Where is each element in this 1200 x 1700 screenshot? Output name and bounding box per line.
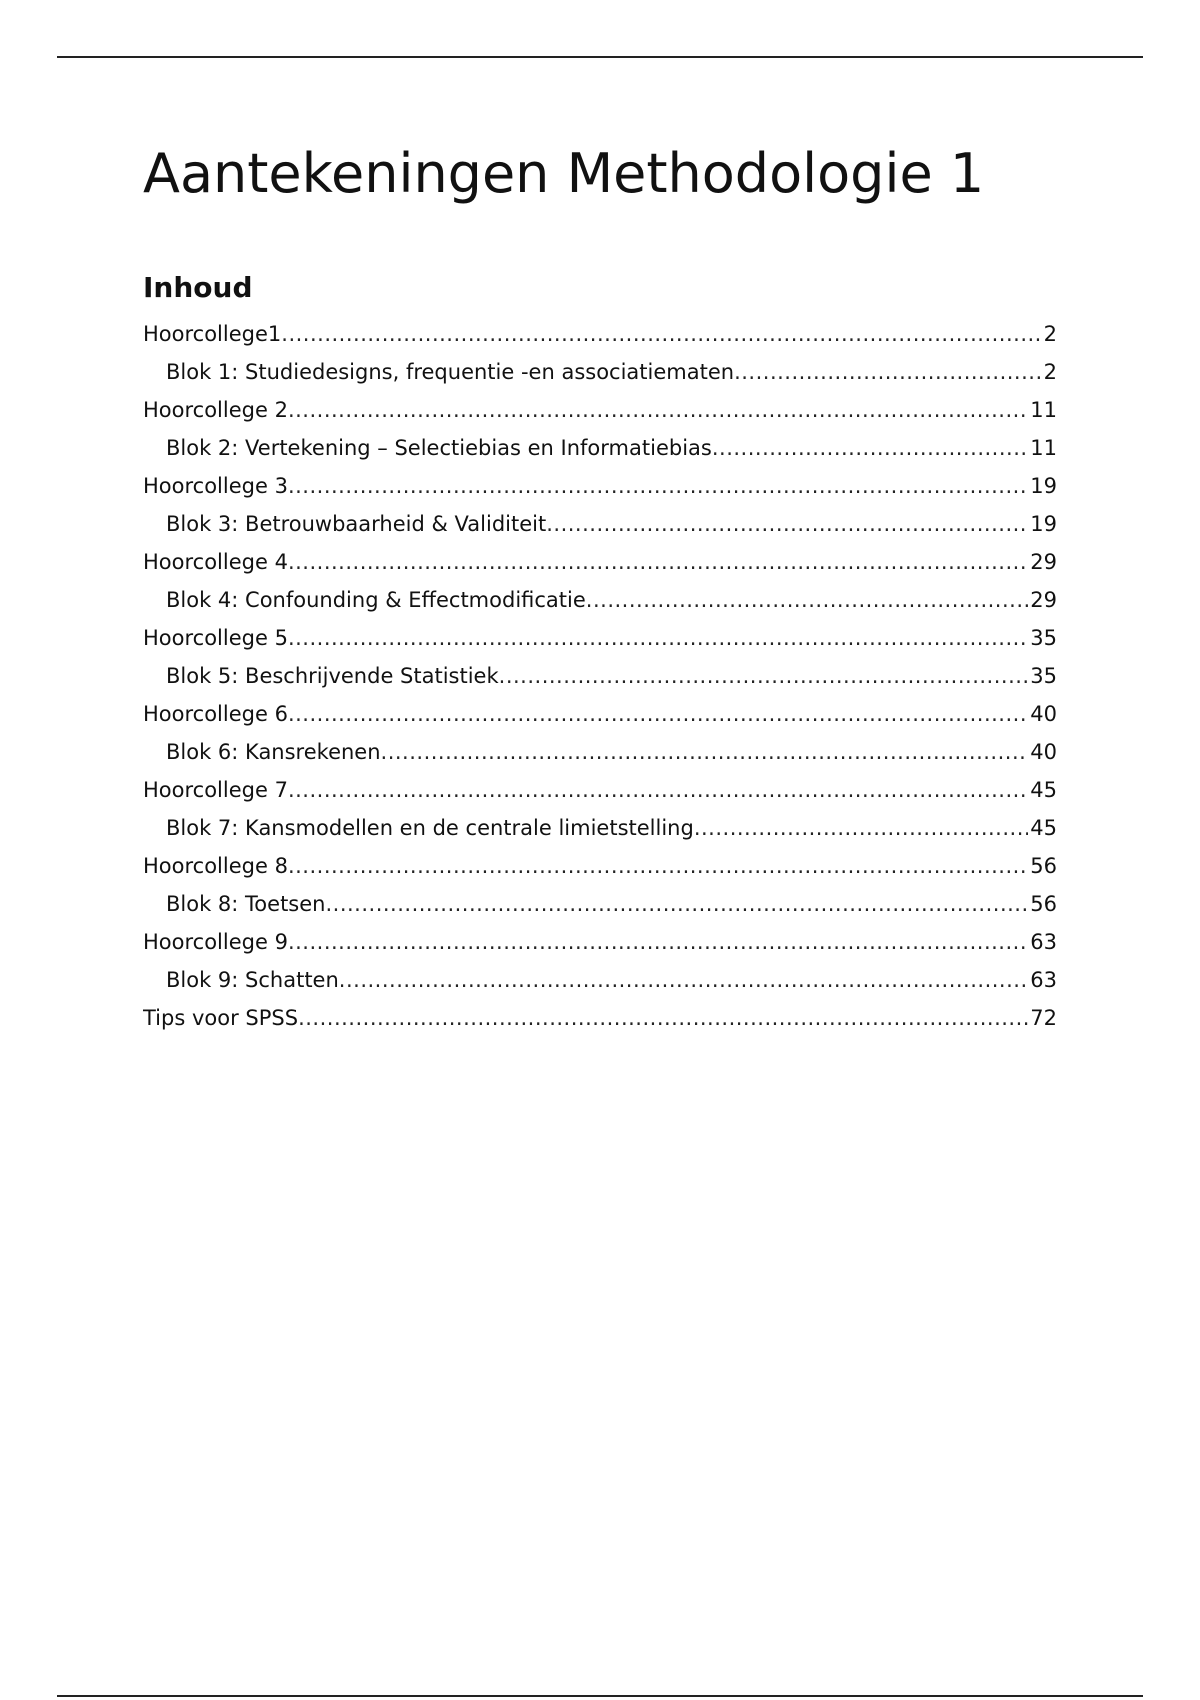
- toc-entry-label: Blok 7: Kansmodellen en de centrale limietstelling: [166, 816, 694, 840]
- toc-entry-label: Hoorcollege 7: [143, 778, 288, 802]
- toc-entry-page: 45: [1030, 778, 1057, 802]
- toc-entry[interactable]: [143, 733, 1057, 771]
- toc-entry-page: 40: [1030, 702, 1057, 726]
- toc-entry-label: Blok 1: Studiedesigns, frequentie -en associatiematen: [166, 360, 735, 384]
- toc-entry-page: 45: [1030, 816, 1057, 840]
- toc-dot-leader: [288, 771, 1028, 809]
- toc-dot-leader: [288, 467, 1028, 505]
- toc-dot-leader: [694, 809, 1028, 847]
- toc-entry[interactable]: [143, 847, 1057, 885]
- toc-entry-page: 29: [1030, 588, 1057, 612]
- toc-entry[interactable]: [143, 923, 1057, 961]
- toc-entry-page: 56: [1030, 892, 1057, 916]
- toc-entry[interactable]: [143, 505, 1057, 543]
- toc-entry-label: Blok 9: Schatten: [166, 968, 339, 992]
- toc-dot-leader: [499, 657, 1029, 695]
- table-of-contents: [143, 315, 1057, 1037]
- toc-entry[interactable]: [143, 619, 1057, 657]
- toc-entry[interactable]: [143, 429, 1057, 467]
- toc-dot-leader: [288, 847, 1028, 885]
- toc-dot-leader: [288, 695, 1028, 733]
- toc-entry-label: Blok 6: Kansrekenen: [166, 740, 381, 764]
- toc-entry[interactable]: [143, 467, 1057, 505]
- toc-entry[interactable]: [143, 543, 1057, 581]
- toc-entry-label: Blok 5: Beschrijvende Statistiek: [166, 664, 499, 688]
- toc-entry[interactable]: [143, 391, 1057, 429]
- toc-entry-page: 35: [1030, 664, 1057, 688]
- toc-entry-label: Blok 4: Confounding & Effectmodificatie: [166, 588, 586, 612]
- toc-entry-label: Hoorcollege1: [143, 322, 282, 346]
- toc-entry-page: 35: [1030, 626, 1057, 650]
- toc-dot-leader: [381, 733, 1029, 771]
- toc-dot-leader: [281, 315, 1041, 353]
- toc-dot-leader: [586, 581, 1028, 619]
- toc-entry-label: Hoorcollege 9: [143, 930, 288, 954]
- toc-entry[interactable]: [143, 809, 1057, 847]
- toc-entry-label: Hoorcollege 6: [143, 702, 288, 726]
- toc-entry-label: Hoorcollege 2: [143, 398, 288, 422]
- toc-entry[interactable]: [143, 961, 1057, 999]
- toc-entry-label: Blok 8: Toetsen: [166, 892, 326, 916]
- toc-entry-label: Tips voor SPSS: [143, 1006, 299, 1030]
- toc-entry[interactable]: [143, 353, 1057, 391]
- header-rule: [57, 56, 1143, 58]
- toc-entry-label: Blok 3: Betrouwbaarheid & Validiteit: [166, 512, 547, 536]
- toc-entry-page: 19: [1030, 512, 1057, 536]
- toc-entry-page: 63: [1030, 968, 1057, 992]
- toc-entry[interactable]: [143, 999, 1057, 1037]
- toc-entry-page: 63: [1030, 930, 1057, 954]
- toc-entry-page: 11: [1030, 398, 1057, 422]
- toc-entry-label: Hoorcollege 8: [143, 854, 288, 878]
- footer-rule: [57, 1695, 1143, 1697]
- toc-dot-leader: [734, 353, 1042, 391]
- toc-dot-leader: [298, 999, 1028, 1037]
- document-title: Aantekeningen Methodologie 1: [143, 142, 985, 205]
- toc-dot-leader: [546, 505, 1028, 543]
- toc-entry-page: 2: [1043, 322, 1057, 346]
- toc-entry-label: Hoorcollege 3: [143, 474, 288, 498]
- toc-entry[interactable]: [143, 885, 1057, 923]
- toc-entry-page: 2: [1043, 360, 1057, 384]
- toc-entry[interactable]: [143, 657, 1057, 695]
- toc-entry-label: Hoorcollege 5: [143, 626, 288, 650]
- toc-entry-page: 56: [1030, 854, 1057, 878]
- toc-entry-page: 11: [1030, 436, 1057, 460]
- toc-entry-label: Blok 2: Vertekening – Selectiebias en Informatiebias: [166, 436, 712, 460]
- toc-entry-page: 19: [1030, 474, 1057, 498]
- toc-entry[interactable]: [143, 315, 1057, 353]
- toc-dot-leader: [288, 391, 1028, 429]
- toc-dot-leader: [288, 543, 1028, 581]
- toc-entry-page: 40: [1030, 740, 1057, 764]
- toc-dot-leader: [339, 961, 1028, 999]
- toc-entry[interactable]: [143, 695, 1057, 733]
- toc-entry-page: 29: [1030, 550, 1057, 574]
- toc-entry[interactable]: [143, 771, 1057, 809]
- toc-dot-leader: [325, 885, 1028, 923]
- toc-dot-leader: [288, 619, 1028, 657]
- toc-heading: Inhoud: [143, 271, 253, 304]
- toc-dot-leader: [712, 429, 1028, 467]
- toc-dot-leader: [288, 923, 1028, 961]
- toc-entry-label: Hoorcollege 4: [143, 550, 288, 574]
- toc-entry-page: 72: [1030, 1006, 1057, 1030]
- toc-entry[interactable]: [143, 581, 1057, 619]
